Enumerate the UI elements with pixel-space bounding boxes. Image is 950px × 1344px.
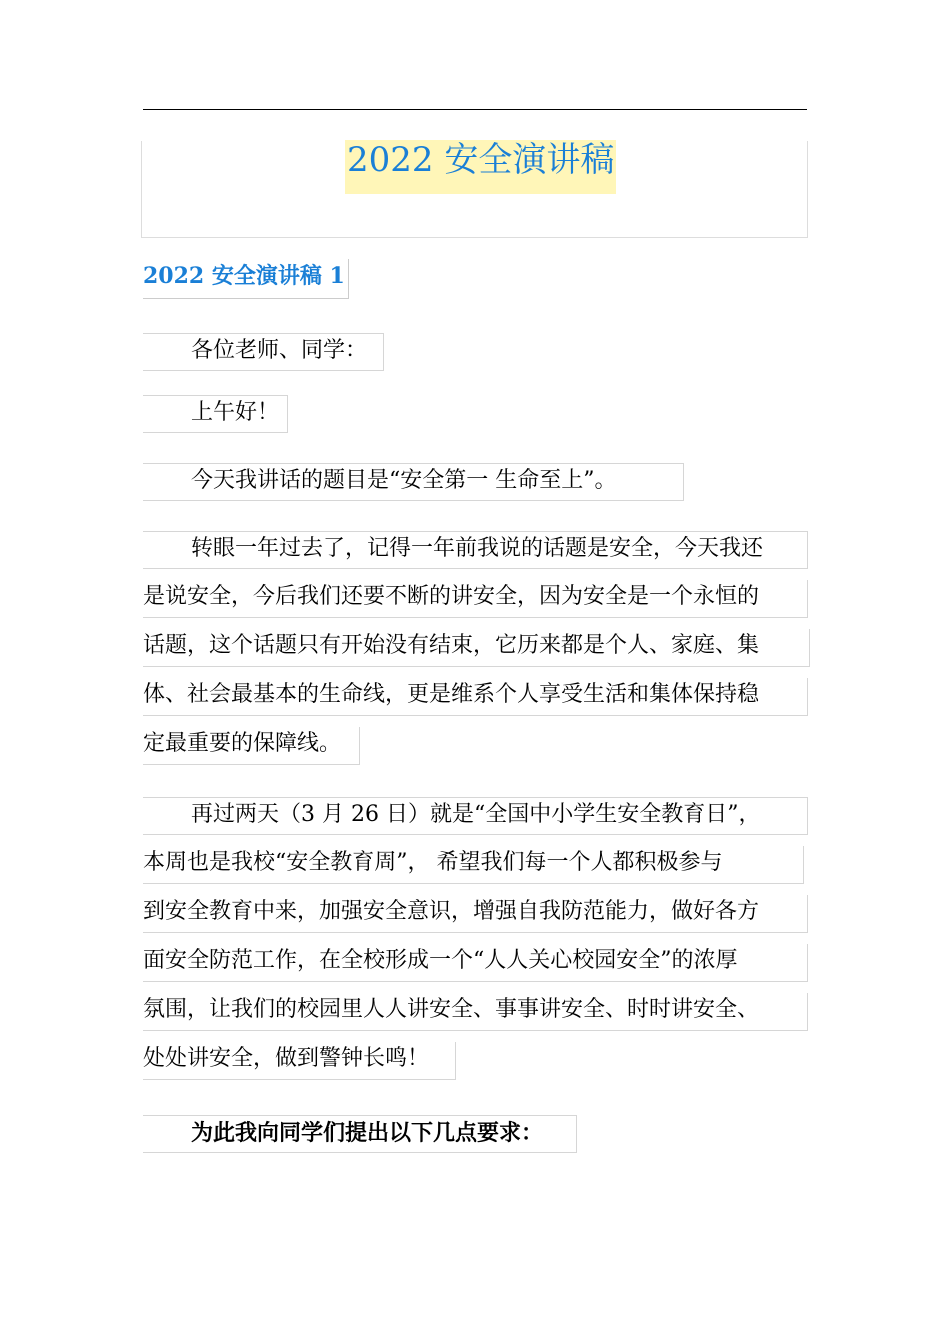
paragraph-line <box>143 944 808 982</box>
line-text: 各位老师、同学： <box>191 338 368 363</box>
paragraph-line <box>143 797 808 835</box>
section-heading: 2022 安全演讲稿 1 <box>143 259 349 299</box>
paragraph-line <box>143 993 808 1031</box>
paragraph-line <box>143 727 360 765</box>
line-text: 氛围，让我们的校园里人人讲安全、事事讲安全、时时讲安全、 <box>143 997 760 1022</box>
line-text: 今天我讲话的题目是“安全第一 生命至上”。 <box>191 468 617 493</box>
line-text: 为此我向同学们提出以下几点要求： <box>191 1120 544 1146</box>
line-text: 到安全教育中来，加强安全意识，增强自我防范能力，做好各方 <box>143 899 760 924</box>
document-title: 2022 安全演讲稿 <box>345 140 616 194</box>
paragraph-line <box>143 629 810 667</box>
line-text: 话题，这个话题只有开始没有结束，它历来都是个人、家庭、集 <box>143 633 760 658</box>
paragraph-line <box>143 1042 456 1080</box>
paragraph-line <box>143 846 804 884</box>
line-text: 是说安全，今后我们还要不断的讲安全，因为安全是一个永恒的 <box>143 584 760 609</box>
line-text: 再过两天（3 月 26 日）就是“全国中小学生安全教育日”， <box>191 802 761 827</box>
paragraph-line <box>143 678 808 716</box>
line-text: 转眼一年过去了，记得一年前我说的话题是安全，今天我还 <box>191 536 764 561</box>
paragraph-line <box>143 895 808 933</box>
line-text: 上午好！ <box>191 400 280 425</box>
line-text: 处处讲安全，做到警钟长鸣！ <box>143 1046 430 1071</box>
top-horizontal-rule <box>143 109 807 110</box>
paragraph-line <box>143 463 684 501</box>
paragraph-line-bold <box>143 1115 577 1153</box>
paragraph-line <box>143 395 288 433</box>
paragraph-line <box>143 580 808 618</box>
paragraph-line <box>143 333 384 371</box>
paragraph-line <box>143 531 808 569</box>
line-text: 本周也是我校“安全教育周”， 希望我们每一个人都积极参与 <box>143 850 723 875</box>
line-text: 体、社会最基本的生命线，更是维系个人享受生活和集体保持稳 <box>143 682 760 707</box>
line-text: 面安全防范工作，在全校形成一个“人人关心校园安全”的浓厚 <box>143 948 738 973</box>
line-text: 定最重要的保障线。 <box>143 731 342 756</box>
